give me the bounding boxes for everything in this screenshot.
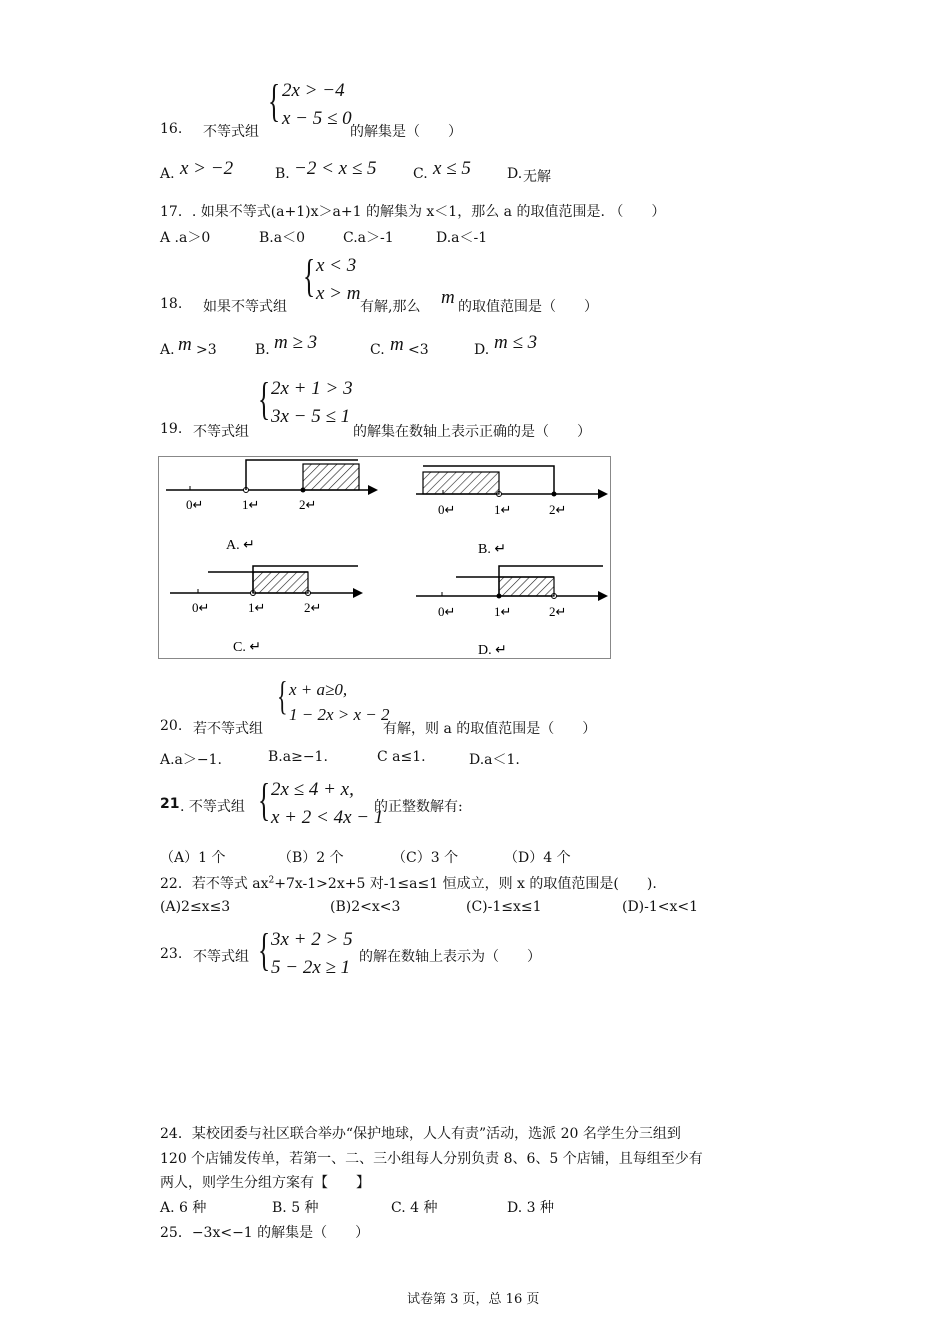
q16-option-b[interactable]: −2 < x ≤ 5 (294, 158, 377, 179)
q19-b-tick-2: 2↵ (549, 502, 567, 517)
q21-ineq-1: 2x ≤ 4 + x, (271, 779, 354, 800)
q19-a-tick-1: 1↵ (242, 497, 260, 512)
q22-text-b: +7x-1>2x+5 对-1≤a≤1 恒成立，则 x 的取值范围是( ). (274, 876, 657, 892)
q18-option-d[interactable]: m ≤ 3 (494, 332, 538, 353)
q20-label: 若不等式组 (193, 721, 263, 737)
q19-a-tick-2: 2↵ (299, 497, 317, 512)
system-brace: { (258, 774, 271, 825)
q18-ineq-1: x < 3 (316, 255, 357, 276)
system-brace: { (303, 250, 316, 301)
q21-label: . 不等式组 (180, 799, 245, 815)
q20-ineq-2: 1 − 2x > x − 2 (289, 705, 390, 724)
q17-option-b[interactable]: B.a＜0 (259, 230, 305, 246)
q19-c-tick-1: 1↵ (248, 600, 266, 615)
q18-option-c-letter[interactable]: C. (370, 342, 385, 358)
q19-number-line-figure (158, 456, 611, 659)
q18-option-c-var[interactable]: m (390, 334, 404, 355)
q16-option-d-letter[interactable]: D. (507, 166, 523, 182)
q17-option-a[interactable]: A .a＞0 (160, 230, 211, 246)
q20-option-a[interactable]: A.a＞−1. (160, 752, 222, 768)
q16-number: 16. (160, 121, 183, 137)
q23-tail: 的解在数轴上表示为（ ） (359, 949, 541, 965)
q19-b-caption: B. ↵ (478, 542, 507, 557)
q19-a-tick-0: 0↵ (186, 497, 204, 512)
q18-var: m (441, 287, 455, 308)
q25-text: 25．−3x<−1 的解集是（ ） (160, 1225, 370, 1241)
q19-d-tick-1: 1↵ (494, 604, 512, 619)
q18-option-a-rest[interactable]: >3 (196, 342, 217, 358)
q19-d-tick-2: 2↵ (549, 604, 567, 619)
q18-ineq-2: x > m (316, 283, 361, 304)
q16-option-c[interactable]: x ≤ 5 (433, 158, 471, 179)
q16-tail: 的解集是（ ） (350, 124, 462, 140)
system-brace: { (258, 924, 271, 975)
system-brace: { (277, 673, 288, 718)
q16-label: 不等式组 (203, 124, 259, 140)
q22-text (160, 873, 657, 893)
q20-option-d[interactable]: D.a＜1. (469, 752, 520, 768)
q21-option-c[interactable]: （C）3 个 (392, 850, 459, 866)
q23-number: 23. (160, 946, 183, 962)
q16-option-a[interactable]: x > −2 (180, 158, 234, 179)
q24-option-d[interactable]: D. 3 种 (507, 1200, 554, 1216)
q24-line-2: 120 个店铺发传单，若第一、二、三小组每人分别负责 8、6、5 个店铺，且每组至少有 (160, 1151, 703, 1167)
q18-label: 如果不等式组 (203, 299, 287, 315)
q19-c-caption: C. ↵ (233, 640, 262, 655)
q16-option-d[interactable]: 无解 (523, 169, 551, 185)
q16-option-a-letter[interactable]: A. (160, 166, 175, 182)
q16-ineq-1: 2x > −4 (282, 80, 345, 101)
q20-option-b[interactable]: B.a≥−1. (268, 749, 328, 765)
q17-option-c[interactable]: C.a＞-1 (343, 230, 394, 246)
q23-label: 不等式组 (193, 949, 249, 965)
q18-tail-a: 有解,那么 (360, 299, 421, 315)
q19-ineq-1: 2x + 1 > 3 (271, 378, 353, 399)
q19-a-caption: A. ↵ (226, 538, 255, 553)
q23-ineq-2: 5 − 2x ≥ 1 (271, 957, 351, 978)
q18-option-b-letter[interactable]: B. (255, 342, 270, 358)
q21-tail: 的正整数解有: (374, 799, 463, 815)
q19-tail: 的解集在数轴上表示正确的是（ ） (353, 424, 591, 440)
q16-ineq-2: x − 5 ≤ 0 (282, 108, 352, 129)
q24-option-b[interactable]: B. 5 种 (272, 1200, 319, 1216)
q18-option-a-var[interactable]: m (178, 334, 192, 355)
system-brace: { (258, 373, 271, 424)
q22-option-a[interactable]: (A)2≤x≤3 (160, 899, 231, 915)
q17-text: 17．. 如果不等式(a+1)x＞a+1 的解集为 x＜1，那么 a 的取值范围是. （ ） (160, 204, 666, 220)
q20-ineq-1: x + a≥0, (289, 680, 348, 699)
q19-b-tick-1: 1↵ (494, 502, 512, 517)
q23-ineq-1: 3x + 2 > 5 (271, 929, 353, 950)
q18-tail-b: 的取值范围是（ ） (458, 299, 598, 315)
q20-number: 20. (160, 718, 183, 734)
q19-c-tick-2: 2↵ (304, 600, 322, 615)
q24-line-1: 24．某校团委与社区联合举办“保护地球，人人有责”活动，选派 20 名学生分三组到 (160, 1126, 681, 1142)
q24-line-3: 两人，则学生分组方案有【 】 (160, 1175, 370, 1191)
q16-option-b-letter[interactable]: B. (275, 166, 290, 182)
q21-option-d[interactable]: （D）4 个 (504, 850, 571, 866)
system-brace: { (268, 75, 281, 126)
q16-option-c-letter[interactable]: C. (413, 166, 428, 182)
q19-ineq-2: 3x − 5 ≤ 1 (271, 406, 351, 427)
q20-option-c[interactable]: C a≤1. (377, 749, 426, 765)
q19-label: 不等式组 (193, 424, 249, 440)
q17-option-d[interactable]: D.a＜-1 (436, 230, 488, 246)
q22-text-a: 22．若不等式 ax (160, 876, 269, 892)
q22-option-b[interactable]: (B)2<x<3 (330, 899, 401, 915)
q19-b-tick-0: 0↵ (438, 502, 456, 517)
q21-option-a[interactable]: （A）1 个 (160, 850, 226, 866)
q18-number: 18. (160, 296, 183, 312)
q19-d-caption: D. ↵ (478, 643, 507, 658)
q19-d-tick-0: 0↵ (438, 604, 456, 619)
q18-option-d-letter[interactable]: D. (474, 342, 490, 358)
q24-option-a[interactable]: A. 6 种 (160, 1200, 207, 1216)
q21-number: 21 (160, 796, 180, 812)
q18-option-b[interactable]: m ≥ 3 (274, 332, 318, 353)
q21-ineq-2: x + 2 < 4x − 1 (271, 807, 384, 828)
q18-option-a-letter[interactable]: A. (160, 342, 175, 358)
q20-tail: 有解，则 a 的取值范围是（ ） (383, 721, 597, 737)
q19-number: 19. (160, 421, 183, 437)
q22-option-c[interactable]: (C)-1≤x≤1 (466, 899, 542, 915)
q18-option-c-rest[interactable]: <3 (408, 342, 429, 358)
q22-superscript: 2 (268, 875, 275, 886)
q19-c-tick-0: 0↵ (192, 600, 210, 615)
q24-option-c[interactable]: C. 4 种 (391, 1200, 438, 1216)
q22-option-d[interactable]: (D)-1<x<1 (622, 899, 699, 915)
page-footer: 试卷第 3 页，总 16 页 (407, 1292, 540, 1307)
q21-option-b[interactable]: （B）2 个 (278, 850, 344, 866)
